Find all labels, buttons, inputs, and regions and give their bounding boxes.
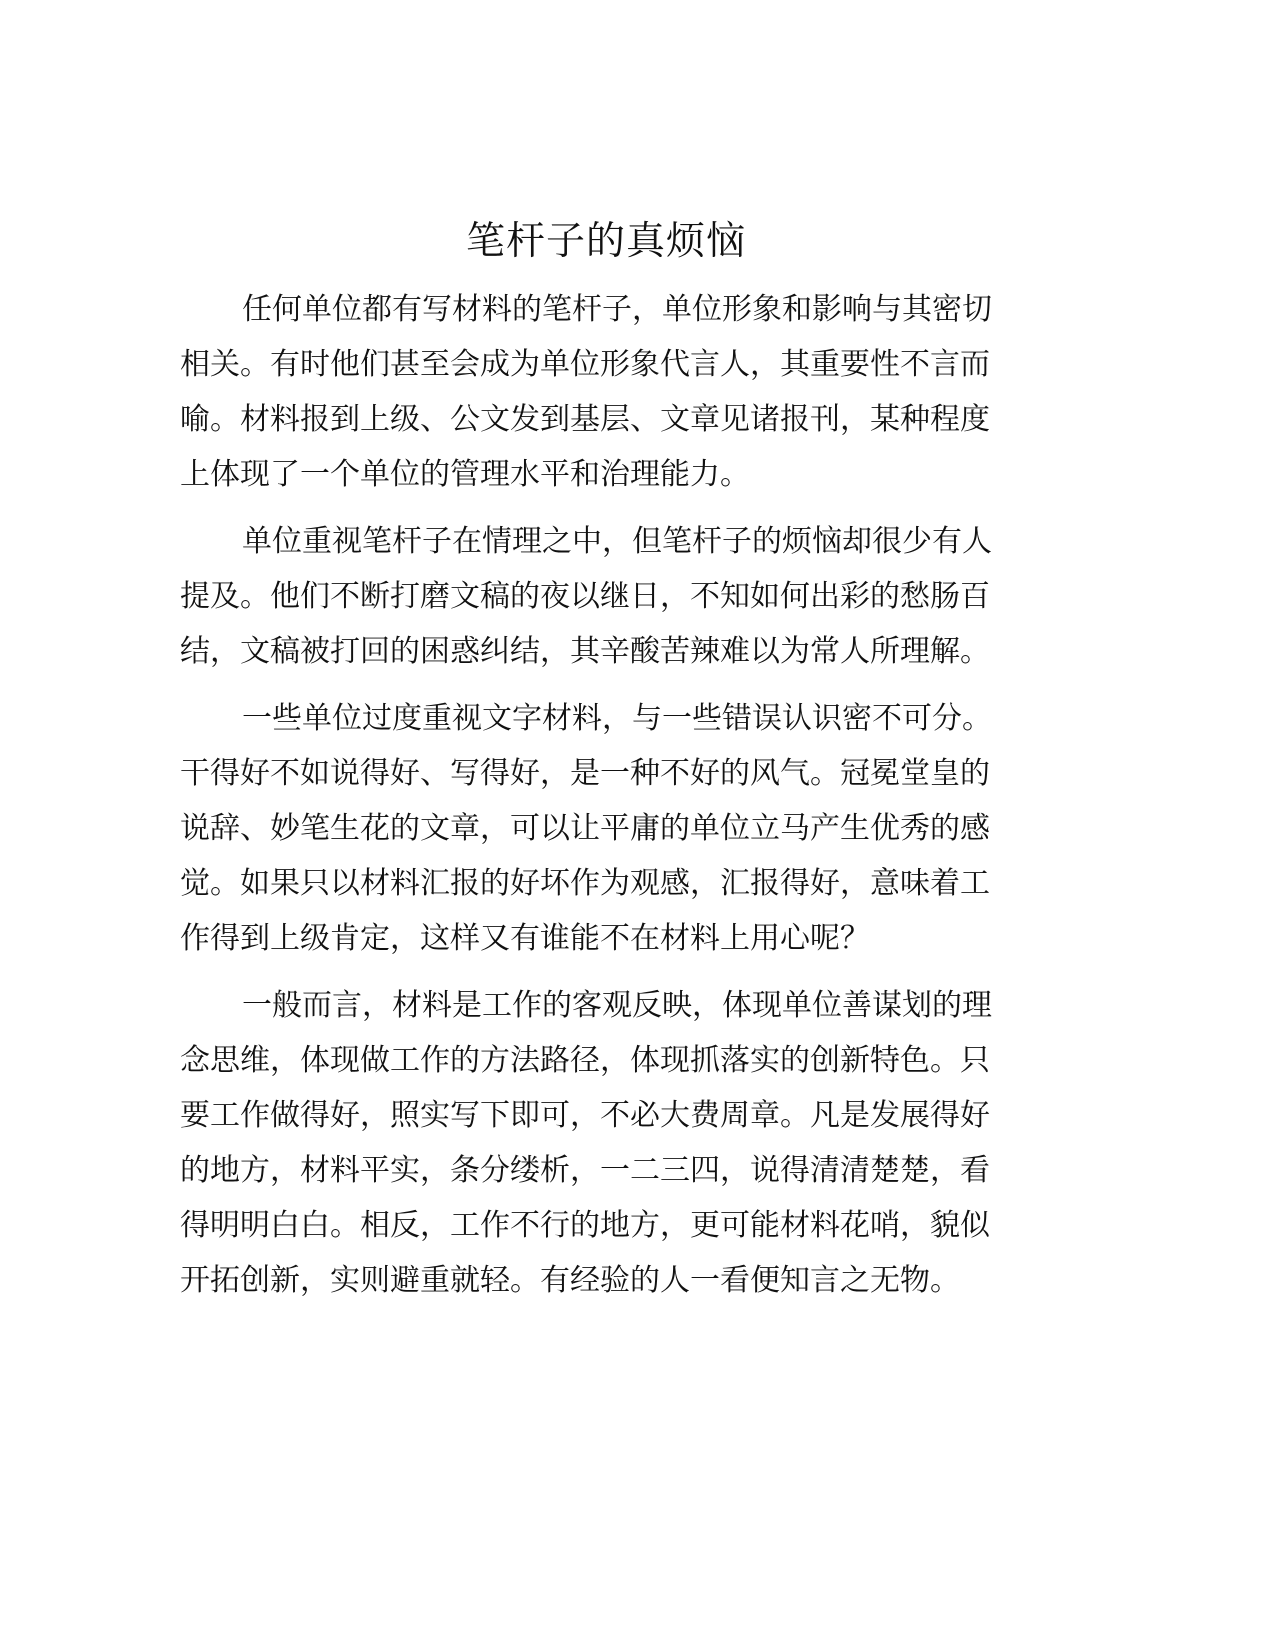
paragraph-line: 的地方，材料平实，条分缕析，一二三四，说得清清楚楚，看 bbox=[180, 1153, 990, 1188]
paragraph-2 bbox=[180, 514, 1040, 679]
paragraph-line: 一般而言，材料是工作的客观反映，体现单位善谋划的理 bbox=[242, 988, 992, 1023]
paragraph-line: 提及。他们不断打磨文稿的夜以继日，不知如何出彩的愁肠百 bbox=[180, 579, 990, 614]
paragraph-line: 干得好不如说得好、写得好，是一种不好的风气。冠冕堂皇的 bbox=[180, 756, 990, 791]
paragraph-line: 要工作做得好，照实写下即可，不必大费周章。凡是发展得好 bbox=[180, 1098, 990, 1133]
paragraph-line: 一些单位过度重视文字材料，与一些错误认识密不可分。 bbox=[242, 701, 992, 736]
paragraph-line: 念思维，体现做工作的方法路径，体现抓落实的创新特色。只 bbox=[180, 1043, 990, 1078]
paragraph-3 bbox=[180, 691, 1040, 966]
paragraph-4 bbox=[180, 978, 1040, 1308]
paragraph-line: 喻。材料报到上级、公文发到基层、文章见诸报刊，某种程度 bbox=[180, 402, 990, 437]
document-body bbox=[180, 282, 1040, 1320]
paragraph-line: 相关。有时他们甚至会成为单位形象代言人，其重要性不言而 bbox=[180, 347, 990, 382]
paragraph-line: 觉。如果只以材料汇报的好坏作为观感，汇报得好，意味着工 bbox=[180, 866, 990, 901]
document-title: 笔杆子的真烦恼 bbox=[465, 219, 746, 264]
paragraph-line: 上体现了一个单位的管理水平和治理能力。 bbox=[180, 457, 750, 492]
paragraph-line: 开拓创新，实则避重就轻。有经验的人一看便知言之无物。 bbox=[180, 1263, 960, 1298]
paragraph-line: 结，文稿被打回的困惑纠结，其辛酸苦辣难以为常人所理解。 bbox=[180, 634, 990, 669]
paragraph-line: 说辞、妙笔生花的文章，可以让平庸的单位立马产生优秀的感 bbox=[180, 811, 990, 846]
paragraph-line: 作得到上级肯定，这样又有谁能不在材料上用心呢？ bbox=[180, 921, 870, 956]
paragraph-line: 得明明白白。相反，工作不行的地方，更可能材料花哨，貌似 bbox=[180, 1208, 990, 1243]
paragraph-line: 单位重视笔杆子在情理之中，但笔杆子的烦恼却很少有人 bbox=[242, 524, 992, 559]
paragraph-1 bbox=[180, 282, 1040, 502]
paragraph-line: 任何单位都有写材料的笔杆子，单位形象和影响与其密切 bbox=[242, 292, 992, 327]
